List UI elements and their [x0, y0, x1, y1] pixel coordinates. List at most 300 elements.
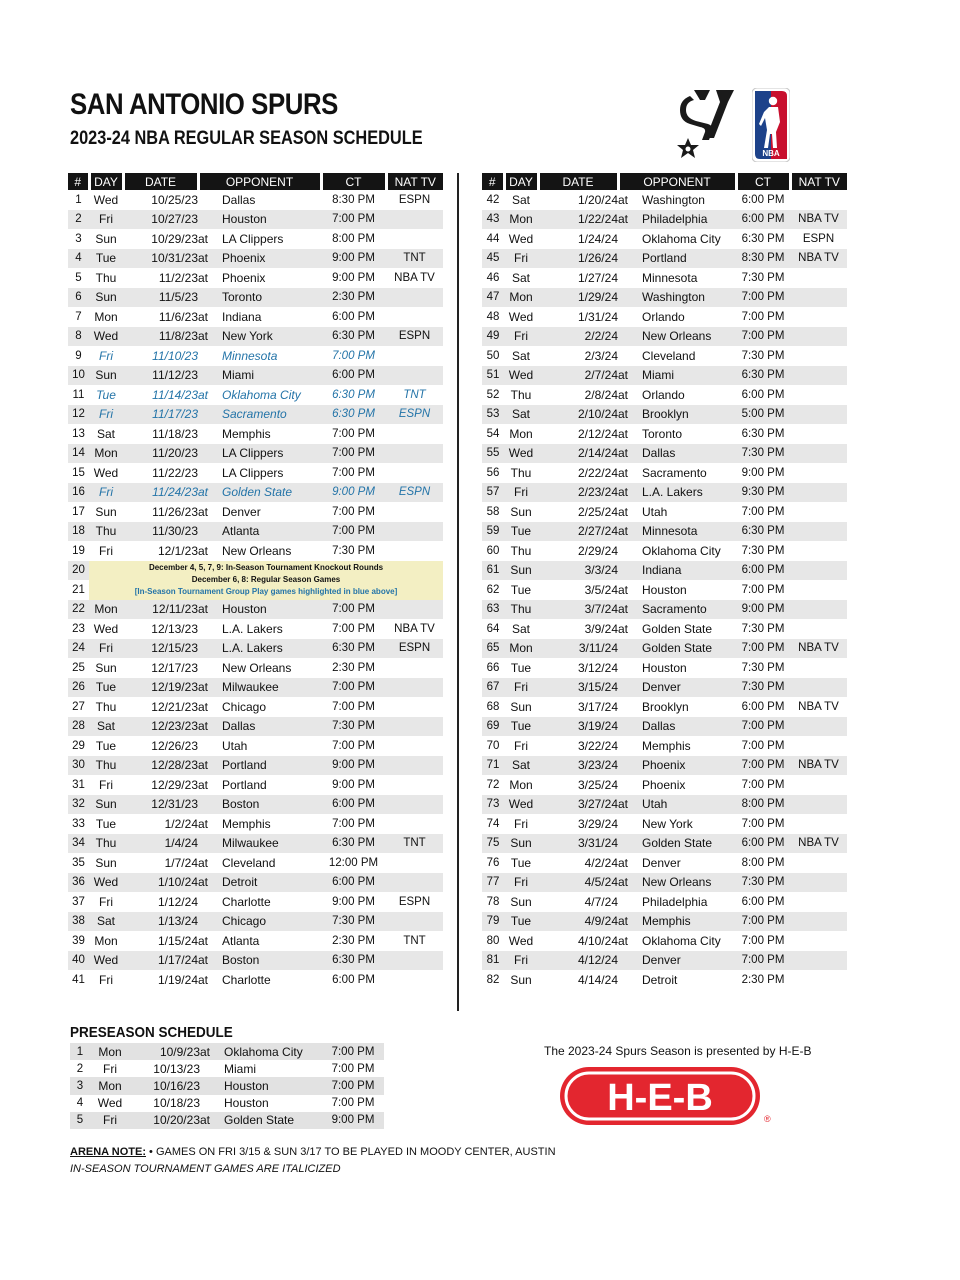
game-tv: [790, 873, 847, 893]
game-number: 78: [486, 895, 500, 908]
game-day: Mon: [504, 210, 538, 230]
game-time: 7:00 PM: [332, 427, 375, 440]
game-opponent: [198, 346, 321, 366]
game-number: 81: [482, 951, 504, 971]
game-row: [482, 249, 847, 269]
nba-logo-text: NBA: [762, 149, 780, 158]
game-tv: [790, 502, 847, 522]
game-day: Sat: [511, 270, 530, 285]
game-time: 6:00 PM: [741, 388, 785, 401]
game-time: 9:00 PM: [332, 271, 375, 284]
game-row: [68, 970, 443, 990]
game-tv: [790, 775, 847, 795]
game-day: Sat: [504, 756, 538, 776]
game-day: Sun: [510, 972, 532, 987]
opponent-name: Dallas: [642, 446, 676, 461]
opponent-name: Dallas: [642, 719, 676, 734]
game-opponent: [618, 307, 736, 327]
away-prefix: at: [198, 855, 209, 870]
game-tv: ESPN: [398, 193, 431, 206]
game-row: [482, 522, 847, 542]
opponent-name: Milwaukee: [222, 836, 279, 851]
game-number: 73: [482, 795, 504, 815]
game-row: [482, 463, 847, 483]
col-header-num: #: [68, 173, 89, 190]
game-date: 11/22/23: [152, 465, 198, 480]
game-day: Wed: [89, 873, 123, 893]
game-number: 8: [68, 327, 89, 347]
game-day: Wed: [89, 327, 123, 347]
game-number: 6: [68, 288, 89, 308]
game-time: 6:00 PM: [332, 310, 375, 323]
game-date: 12/11/23: [123, 600, 198, 620]
game-day: Fri: [103, 1061, 117, 1076]
opponent-name: Chicago: [222, 699, 267, 714]
game-time: 6:30 PM: [332, 388, 375, 401]
game-time: 7:00 PM: [736, 717, 790, 737]
game-day: Tue: [95, 738, 117, 753]
game-number: 77: [482, 873, 504, 893]
game-time: 6:00 PM: [321, 795, 386, 815]
game-number: 41: [72, 973, 85, 986]
game-date: 2/14/24: [538, 444, 618, 464]
game-opponent: [618, 619, 736, 639]
game-time: 7:00 PM: [741, 583, 785, 596]
game-time: 6:00 PM: [321, 366, 386, 386]
game-time: 9:00 PM: [322, 1112, 384, 1129]
game-tv: [386, 873, 443, 893]
game-tv: [386, 229, 443, 249]
game-row: [68, 366, 443, 386]
game-row: [482, 931, 847, 951]
game-date: 4/7/24: [584, 894, 618, 909]
game-date: 2/3/24: [584, 348, 618, 363]
in-season-note: IN-SEASON TOURNAMENT GAMES ARE ITALICIZED: [70, 1163, 341, 1175]
game-number: 14: [68, 444, 89, 464]
game-day: Fri: [89, 639, 123, 659]
game-tv: [790, 736, 847, 756]
game-time: 6:30 PM: [321, 834, 386, 854]
game-number: 9: [75, 349, 82, 362]
game-day: Tue: [510, 855, 532, 870]
game-date: 3/11/24: [538, 639, 618, 659]
game-row: [482, 385, 847, 405]
game-date: 11/5/23: [123, 288, 198, 308]
game-number: 15: [72, 466, 85, 479]
game-row: [68, 931, 443, 951]
game-number: 16: [68, 483, 89, 503]
game-time: 6:30 PM: [736, 522, 790, 542]
away-prefix: at: [618, 524, 629, 539]
opponent-name: Utah: [642, 504, 668, 519]
game-time: 7:30 PM: [741, 271, 785, 284]
game-row: [482, 951, 847, 971]
game-row: [482, 795, 847, 815]
col-header-date: DATE: [538, 173, 618, 190]
opponent-name: Sacramento: [642, 465, 707, 480]
game-number: 40: [68, 951, 89, 971]
away-prefix: at: [198, 816, 209, 831]
game-date: 3/19/24: [538, 717, 618, 737]
game-number: 38: [68, 912, 89, 932]
game-row: [68, 522, 443, 542]
game-number: 48: [486, 310, 500, 323]
away-prefix: at: [618, 426, 629, 441]
game-number: 60: [486, 544, 500, 557]
game-opponent: [618, 346, 736, 366]
away-prefix: at: [198, 875, 209, 890]
game-time: 7:00 PM: [332, 466, 375, 479]
game-date: 1/20/24: [577, 192, 618, 207]
away-prefix: at: [198, 953, 209, 968]
game-date: 11/12/23: [123, 366, 198, 386]
game-date: 1/4/24: [123, 834, 198, 854]
game-day: Tue: [89, 678, 123, 698]
game-row: [68, 405, 443, 425]
opponent-name: Houston: [224, 1096, 269, 1111]
game-tv: NBA TV: [394, 622, 435, 635]
game-day: Wed: [508, 309, 534, 324]
game-tv: ESPN: [386, 327, 443, 347]
game-day: Sun: [510, 894, 532, 909]
game-tv: [386, 307, 443, 327]
game-opponent: [198, 697, 321, 717]
game-tv: [386, 346, 443, 366]
game-row: [68, 736, 443, 756]
game-tv: [386, 600, 443, 620]
game-row: [482, 502, 847, 522]
game-time: 7:00 PM: [332, 505, 375, 518]
game-opponent: [618, 756, 736, 776]
game-row: [68, 288, 443, 308]
game-date: 3/17/24: [577, 699, 618, 714]
game-time: 6:30 PM: [741, 232, 785, 245]
game-tv: ESPN: [386, 639, 443, 659]
col-header-date: DATE: [123, 173, 198, 190]
game-row: [482, 853, 847, 873]
game-date: 11/6/23: [158, 309, 198, 324]
away-prefix: at: [618, 465, 629, 480]
game-row: [482, 405, 847, 425]
heb-logo-icon: [558, 1064, 773, 1135]
away-prefix: at: [198, 329, 209, 344]
opponent-name: Milwaukee: [222, 680, 279, 695]
col-header-nattv: NAT TV: [790, 173, 847, 190]
away-prefix: at: [618, 933, 629, 948]
game-date: 3/12/24: [577, 660, 618, 675]
opponent-name: Philadelphia: [642, 212, 708, 227]
game-date: 1/15/24: [157, 933, 198, 948]
opponent-name: New Orleans: [222, 660, 292, 675]
opponent-name: Cleveland: [222, 855, 276, 870]
opponent-name: LA Clippers: [222, 231, 284, 246]
game-date: 11/17/23: [123, 405, 198, 425]
game-time: 7:00 PM: [331, 1097, 375, 1110]
game-opponent: [618, 912, 736, 932]
game-row: [68, 834, 443, 854]
opponent-name: Orlando: [642, 387, 685, 402]
game-date: 3/9/24: [584, 621, 618, 636]
game-day: Fri: [90, 1112, 130, 1129]
opponent-name: Minnesota: [642, 524, 698, 539]
opponent-name: Houston: [222, 602, 267, 617]
game-tv: [790, 619, 847, 639]
game-number: 49: [482, 327, 504, 347]
game-row: [482, 892, 847, 912]
game-day: Thu: [510, 387, 532, 402]
game-row: [68, 717, 443, 737]
game-opponent: [200, 1112, 322, 1129]
game-number: 3: [70, 1077, 90, 1094]
opponent-name: Miami: [222, 368, 254, 383]
game-time: 8:30 PM: [736, 249, 790, 269]
game-date: 3/29/24: [577, 816, 618, 831]
game-number: 58: [486, 505, 500, 518]
game-time: 7:30 PM: [741, 622, 785, 635]
opponent-name: Boston: [222, 797, 260, 812]
game-time: 7:00 PM: [741, 934, 785, 947]
game-tv: [790, 814, 847, 834]
game-number: 61: [482, 561, 504, 581]
game-opponent: [618, 424, 736, 444]
game-number: 44: [486, 232, 500, 245]
opponent-name: Golden State: [222, 485, 293, 500]
game-day: Sun: [95, 504, 117, 519]
game-tv: [790, 795, 847, 815]
game-date: 1/27/24: [577, 270, 618, 285]
game-opponent: [200, 1095, 322, 1112]
game-opponent: [618, 834, 736, 854]
opponent-name: Dallas: [222, 719, 256, 734]
game-date: 4/14/24: [577, 972, 618, 987]
opponent-name: Phoenix: [222, 251, 266, 266]
opponent-name: Phoenix: [222, 270, 266, 285]
game-number: 39: [72, 934, 85, 947]
away-prefix: at: [618, 387, 629, 402]
game-row: [68, 697, 443, 717]
away-prefix: at: [618, 914, 629, 929]
game-opponent: [198, 522, 321, 542]
game-day: Thu: [95, 699, 117, 714]
game-tv: [790, 424, 847, 444]
game-day: Fri: [504, 873, 538, 893]
opponent-name: Denver: [642, 953, 681, 968]
opponent-name: L.A. Lakers: [222, 621, 283, 636]
game-row: [68, 385, 443, 405]
game-date: 10/13/23: [153, 1061, 200, 1076]
game-tv: [790, 268, 847, 288]
opponent-name: Brooklyn: [642, 699, 689, 714]
game-tv: [790, 561, 847, 581]
game-time: 7:00 PM: [736, 288, 790, 308]
game-time: 7:00 PM: [331, 1062, 375, 1075]
opponent-name: Denver: [642, 855, 681, 870]
opponent-name: Dallas: [222, 192, 256, 207]
game-day: Tue: [96, 387, 116, 402]
game-day: Fri: [99, 972, 113, 987]
game-number: 12: [68, 405, 89, 425]
opponent-name: Oklahoma City: [642, 543, 721, 558]
game-opponent: [618, 210, 736, 230]
away-prefix: at: [618, 192, 629, 207]
game-day: Fri: [89, 210, 123, 230]
game-time: 9:00 PM: [321, 483, 386, 503]
game-number: 57: [482, 483, 504, 503]
game-date: 1/17/24: [123, 951, 198, 971]
game-time: 8:00 PM: [736, 795, 790, 815]
game-date: 3/25/24: [577, 777, 618, 792]
game-row: [482, 424, 847, 444]
game-date: 1/10/24: [123, 873, 198, 893]
game-opponent: [200, 1060, 322, 1077]
opponent-name: Miami: [224, 1061, 256, 1076]
game-time: 7:30 PM: [736, 678, 790, 698]
game-time: 6:30 PM: [321, 639, 386, 659]
game-opponent: [198, 795, 321, 815]
game-tv: [790, 307, 847, 327]
game-date: 3/22/24: [577, 738, 618, 753]
game-number: 31: [72, 778, 85, 791]
game-row: [482, 639, 847, 659]
game-date: 1/12/24: [157, 894, 198, 909]
opponent-name: Memphis: [642, 738, 691, 753]
game-day: Mon: [504, 639, 538, 659]
game-day: Sun: [89, 795, 123, 815]
game-opponent: [618, 385, 736, 405]
game-row: [482, 307, 847, 327]
game-row: [68, 541, 443, 561]
game-number: 28: [68, 717, 89, 737]
game-opponent: [198, 190, 321, 210]
game-number: 30: [68, 756, 89, 776]
game-time: 7:00 PM: [321, 678, 386, 698]
game-number: 51: [482, 366, 504, 386]
game-number: 24: [68, 639, 89, 659]
away-prefix: at: [198, 309, 209, 324]
game-number: 21: [72, 583, 85, 596]
game-time: 7:00 PM: [741, 739, 785, 752]
game-opponent: [618, 873, 736, 893]
opponent-name: New Orleans: [222, 543, 292, 558]
game-row: [68, 756, 443, 776]
game-row: [68, 346, 443, 366]
game-day: Wed: [504, 366, 538, 386]
game-row: [482, 444, 847, 464]
game-day: Mon: [89, 600, 123, 620]
opponent-name: Portland: [222, 777, 267, 792]
game-time: 6:00 PM: [736, 561, 790, 581]
game-date: 10/16/23: [130, 1077, 200, 1094]
col-header-day: DAY: [504, 173, 538, 190]
opponent-name: New Orleans: [642, 329, 712, 344]
game-time: 9:00 PM: [321, 249, 386, 269]
game-opponent: [198, 288, 321, 308]
game-time: 7:00 PM: [332, 700, 375, 713]
game-tv: TNT: [386, 834, 443, 854]
away-prefix: at: [198, 270, 209, 285]
game-number: 37: [72, 895, 85, 908]
game-time: 2:30 PM: [332, 661, 375, 674]
opponent-name: Utah: [642, 797, 668, 812]
game-number: 65: [482, 639, 504, 659]
away-prefix: at: [198, 485, 209, 500]
table-header-row: [482, 173, 847, 190]
game-tv: [790, 327, 847, 347]
game-number: 4: [76, 1097, 84, 1110]
game-time: 6:00 PM: [332, 973, 375, 986]
game-row: [70, 1060, 384, 1077]
game-time: 7:00 PM: [736, 756, 790, 776]
game-time: 7:30 PM: [741, 661, 785, 674]
game-opponent: [198, 502, 321, 522]
game-date: 10/25/23: [151, 192, 198, 207]
game-row: [482, 619, 847, 639]
game-number: 36: [68, 873, 89, 893]
game-day: Sun: [95, 660, 117, 675]
game-row: [68, 483, 443, 503]
game-tv: NBA TV: [790, 639, 847, 659]
game-day: Fri: [99, 777, 113, 792]
col-header-opponent: OPPONENT: [618, 173, 736, 190]
game-opponent: [618, 736, 736, 756]
game-day: Thu: [89, 522, 123, 542]
game-opponent: [198, 541, 321, 561]
game-time: 7:30 PM: [321, 717, 386, 737]
game-day: Sun: [89, 366, 123, 386]
game-date: 3/15/24: [538, 678, 618, 698]
game-date: 11/26/23: [152, 504, 198, 519]
game-opponent: [198, 600, 321, 620]
game-row: [68, 210, 443, 230]
game-date: 12/29/23: [151, 777, 198, 792]
game-tv: [386, 678, 443, 698]
game-day: Mon: [89, 444, 123, 464]
away-prefix: at: [198, 719, 209, 734]
game-number: 71: [482, 756, 504, 776]
game-time: 7:00 PM: [736, 327, 790, 347]
game-opponent: [198, 970, 321, 990]
game-opponent: [198, 385, 321, 405]
opponent-name: Sacramento: [222, 407, 287, 422]
opponent-name: Denver: [222, 504, 261, 519]
game-day: Mon: [504, 288, 538, 308]
game-opponent: [198, 756, 321, 776]
game-opponent: [618, 288, 736, 308]
game-day: Sun: [95, 231, 117, 246]
game-time: 7:30 PM: [741, 544, 785, 557]
away-prefix: at: [618, 368, 629, 383]
opponent-name: Minnesota: [222, 348, 278, 363]
game-day: Sat: [511, 348, 530, 363]
opponent-name: Detroit: [642, 972, 678, 987]
game-row: [68, 307, 443, 327]
away-prefix: at: [618, 621, 629, 636]
game-row: [68, 600, 443, 620]
game-day: Sat: [89, 717, 123, 737]
game-tv: ESPN: [386, 483, 443, 503]
game-row: [482, 346, 847, 366]
game-day: Mon: [94, 309, 118, 324]
game-opponent: [618, 600, 736, 620]
game-row: [68, 951, 443, 971]
game-opponent: [198, 678, 321, 698]
game-day: Wed: [89, 951, 123, 971]
game-date: 10/31/23: [123, 249, 198, 269]
game-day: Fri: [504, 678, 538, 698]
game-date: 3/31/24: [538, 834, 618, 854]
game-row: [68, 853, 443, 873]
game-number: 79: [482, 912, 504, 932]
